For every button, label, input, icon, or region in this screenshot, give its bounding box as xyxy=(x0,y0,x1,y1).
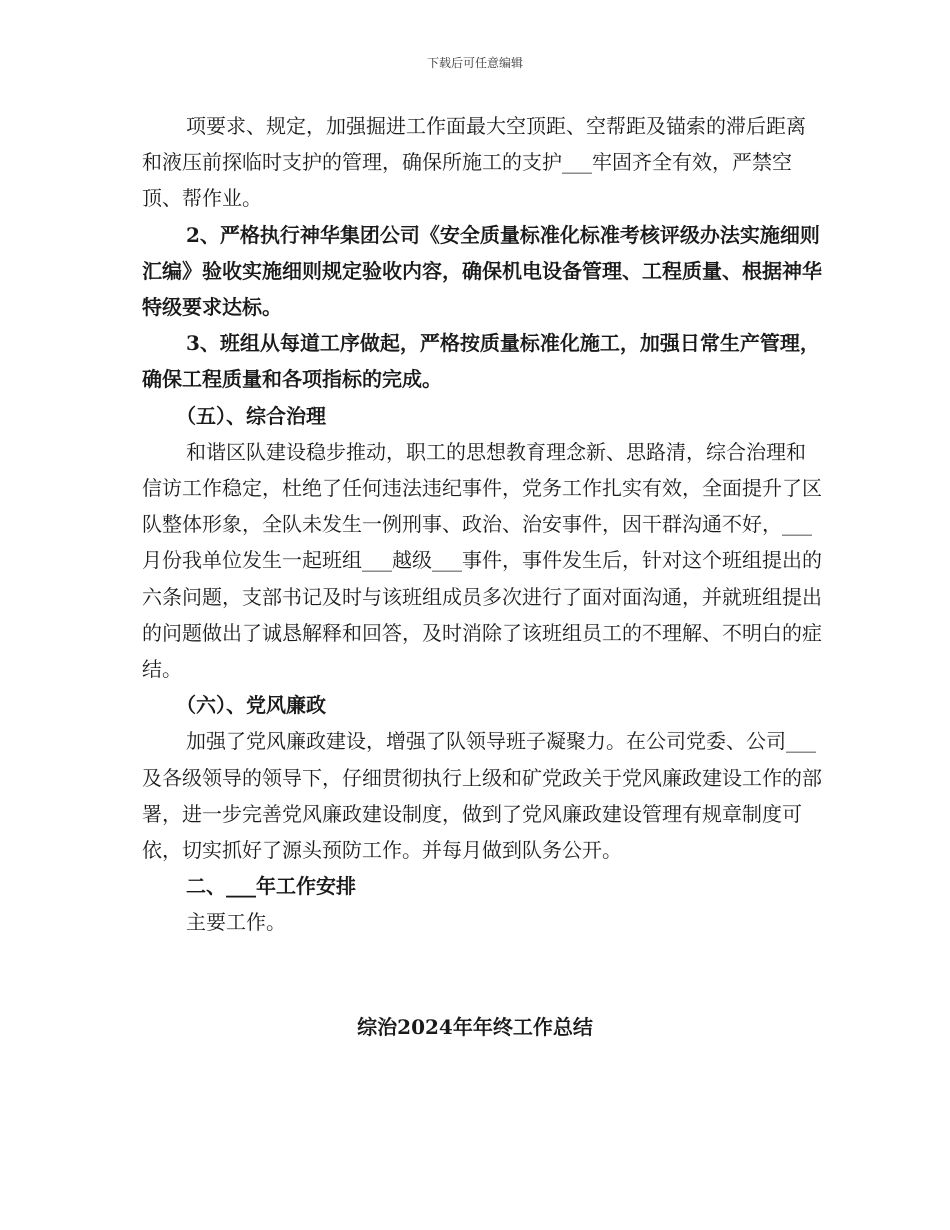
paragraph-team-quality: 3、班组从每道工序做起，严格按质量标准化施工，加强日常生产管理，确保工程质量和各项指标的完成。 xyxy=(142,331,820,392)
document-title: 综治2024年年终工作总结 xyxy=(357,1015,593,1039)
paragraph-party-integrity: 加强了党风廉政建设，增强了队领导班子凝聚力。在公司党委、公司___及各级领导的领导下，仔细贯彻执行上级和矿党政关于党风廉政建设工作的部署，进一步完善党风廉政建设制度，做到了党风廉政建设管理有规章制度可依，切实抓好了源头预防工作。并每月做到队务公开。 xyxy=(142,729,822,863)
section-heading-party-integrity: （六）、党风廉政 xyxy=(176,693,326,718)
section-heading-work-plan: 二、___年工作安排 xyxy=(186,874,356,899)
paragraph-main-work: 主要工作。 xyxy=(186,910,286,935)
paragraph-support-management: 项要求、规定，加强掘进工作面最大空顶距、空帮距及锚索的滞后距离和液压前探临时支护的管理，确保所施工的支护___牢固齐全有效，严禁空顶、帮作业。 xyxy=(142,114,806,211)
paragraph-standard-acceptance: 2、严格执行神华集团公司《安全质量标准化标准考核评级办法实施细则汇编》验收实施细则规定验收内容，确保机电设备管理、工程质量、根据神华特级要求达标。 xyxy=(142,222,822,320)
paragraph-comprehensive-governance: 和谐区队建设稳步推动，职工的思想教育理念新、思路清，综合治理和信访工作稳定，杜绝了任何违法违纪事件，党务工作扎实有效，全面提升了区队整体形象，全队未发生一例刑事、政治、治安事件，因干群沟通不好，___月份我单位发生一起班组___越级___事件，事件发生后，针对这个班组提出的六条问题，支部书记及时与该班组成员多次进行了面对面沟通，并就班组提出的问题做出了诚恳解释和回答，及时消除了该班组员工的不理解、不明白的症结。 xyxy=(142,439,822,682)
page-header: 下载后可任意编辑 xyxy=(426,56,523,70)
document-body xyxy=(142,108,822,941)
section-heading-comprehensive-governance: （五）、综合治理 xyxy=(176,403,326,428)
